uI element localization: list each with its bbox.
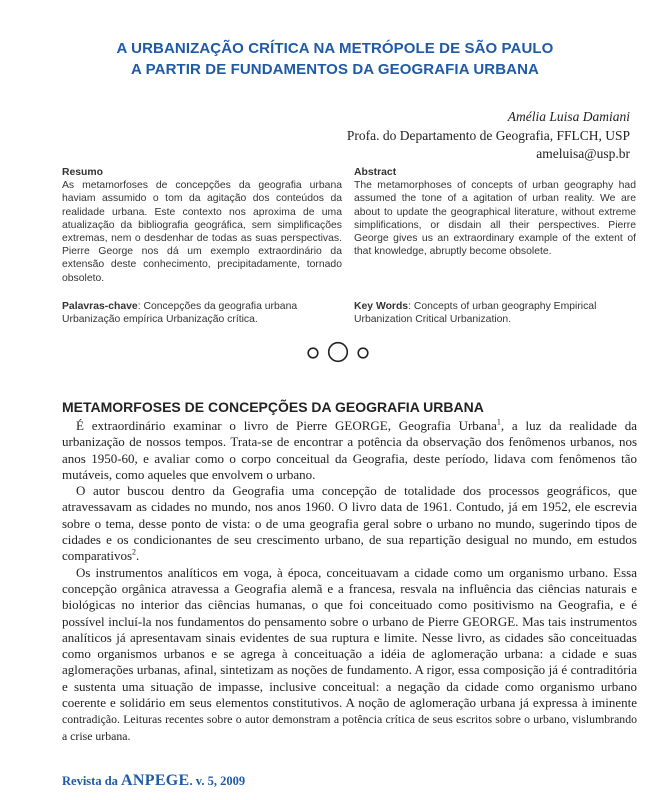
author-block <box>347 108 630 164</box>
circle-ornament <box>300 340 380 366</box>
body-text <box>62 418 637 744</box>
resumo-heading: Resumo <box>62 167 103 178</box>
article-title <box>0 38 670 80</box>
footer-journal-name: ANPEGE <box>121 772 190 789</box>
palavras-chave-label: Palavras-chave <box>62 301 138 312</box>
author-email: ameluisa@usp.br <box>536 146 630 161</box>
paragraph-2-text-b: . <box>136 548 140 564</box>
abstract-heading: Abstract <box>354 167 397 178</box>
paragraph-3 <box>62 565 637 744</box>
title-line-1: A URBANIZAÇÃO CRÍTICA NA METRÓPOLE DE SÃO PAULO <box>116 40 554 57</box>
section-title: METAMORFOSES DE CONCEPÇÕES DA GEOGRAFIA URBANA <box>62 399 484 415</box>
paragraph-1-text-a: É extraordinário examinar o livro de Pierre GEORGE, Geografia Urbana <box>76 418 497 433</box>
paragraph-3-text-b: contradição. Leituras recentes sobre o autor demonstram a potência crítica de seus escritos sobre o urbano, vislumbrando a crise urbana. <box>62 712 637 743</box>
footnote-2-ref: 2 <box>132 548 137 558</box>
author-affiliation: Profa. do Departamento de Geografia, FFLCH, USP <box>346 127 630 143</box>
abstract-text: The metamorphoses of concepts of urban geography had assumed the tone of a agitation of urban reality. We are about to update the geographical literature, without extreme simplifications, or disdain all their perspectives. Pierre George gives us an extraordinary example of the extent of that knowledge, abruptly become obsolete. <box>354 180 636 258</box>
paragraph-3-text-a: Os instrumentos analíticos em voga, à época, conceituavam a cidade como um organismo urbano. Essa concepção orgânica atravessa a Geografia alemã e a francesa, resvala na influência das ciências naturais e biológicas no interior das ciências humanas, o que foi conceituado como positivismo na Geografia, e é possível incluí-la nos fundamentos do pensamento sobre o urbano de Pierre GEORGE. Mas tais instrumentos analíticos já apresentavam sinais evidentes de sua ruptura e limite. Nesse livro, as cidades são conceituadas como organismos urbanos e se agrega à conceituação a idéia de aglomeração urbana: a cidade e suas aglomerações urbanas, afinal, sintetizam as noções de fundamento. A rigor, essa composição já é contraditória e sustenta uma situação de impasse, inclusive conceitual: a negação da cidade como organismo urbano coerente e solidário em seus elementos constitutivos. A noção de aglomeração urbana já expressa à iminente <box>62 564 637 711</box>
journal-footer <box>62 772 245 790</box>
abstract-block <box>354 166 636 258</box>
small-circle-right <box>358 348 368 358</box>
large-circle <box>329 343 348 362</box>
palavras-chave <box>62 300 342 326</box>
palavras-chave-text: : Concepções da geografia urbana Urbanização empírica Urbanização crítica. <box>62 301 298 326</box>
title-line-2: A PARTIR DE FUNDAMENTOS DA GEOGRAFIA URBANA <box>131 61 539 78</box>
key-words <box>354 300 636 326</box>
small-circle-left <box>308 348 318 358</box>
footer-volume: . v. 5, 2009 <box>189 774 246 788</box>
author-name: Amélia Luisa Damiani <box>507 109 630 124</box>
paragraph-1 <box>62 418 637 483</box>
paragraph-2-text-a: O autor buscou dentro da Geografia uma concepção de totalidade dos processos geográficos, que atravessavam as cidades no mundo, nos anos 1960. O livro data de 1961. Contudo, já em 1952, ele escrevia sobre o tema, desse ponto de vista: o de uma geografia geral sobre o urbano no mundo, sugerindo tipos de cidades e os condicionantes de seu crescimento urbano, de sua repartição desigual no mundo, em estudos comparativos <box>62 483 637 564</box>
resumo-block <box>62 166 342 285</box>
key-words-label: Key Words <box>354 301 409 312</box>
key-words-text: : Concepts of urban geography Empirical Urbanization Critical Urbanization. <box>354 301 597 326</box>
footnote-1-ref: 1 <box>496 417 501 427</box>
resumo-text: As metamorfoses de concepções da geografia urbana haviam assumido o tom da agitação dos conteúdos da realidade urbana. Este contexto nos aproxima de uma atualização da bibliografia geográfica, sem simplificações extremas, nem o desdenhar de todas as suas perspectivas. Pierre George nos dá um exemplo extraordinário da extensão deste conhecimento, precipitadamente, tornado obsoleto. <box>62 180 342 284</box>
footer-journal: Revista da <box>62 774 122 788</box>
paragraph-2 <box>62 483 637 564</box>
paragraph-1-text-b: , a luz da realidade da urbanização de nossos tempos. Trata-se de encontrar a potência da observação dos fenômenos urbanos, nos anos 1950-60, e avaliar como o corpo conceitual da Geografia, deste período, lidava com fenômenos tão mutáveis, como aqueles que envolvem o urbano. <box>62 418 637 482</box>
